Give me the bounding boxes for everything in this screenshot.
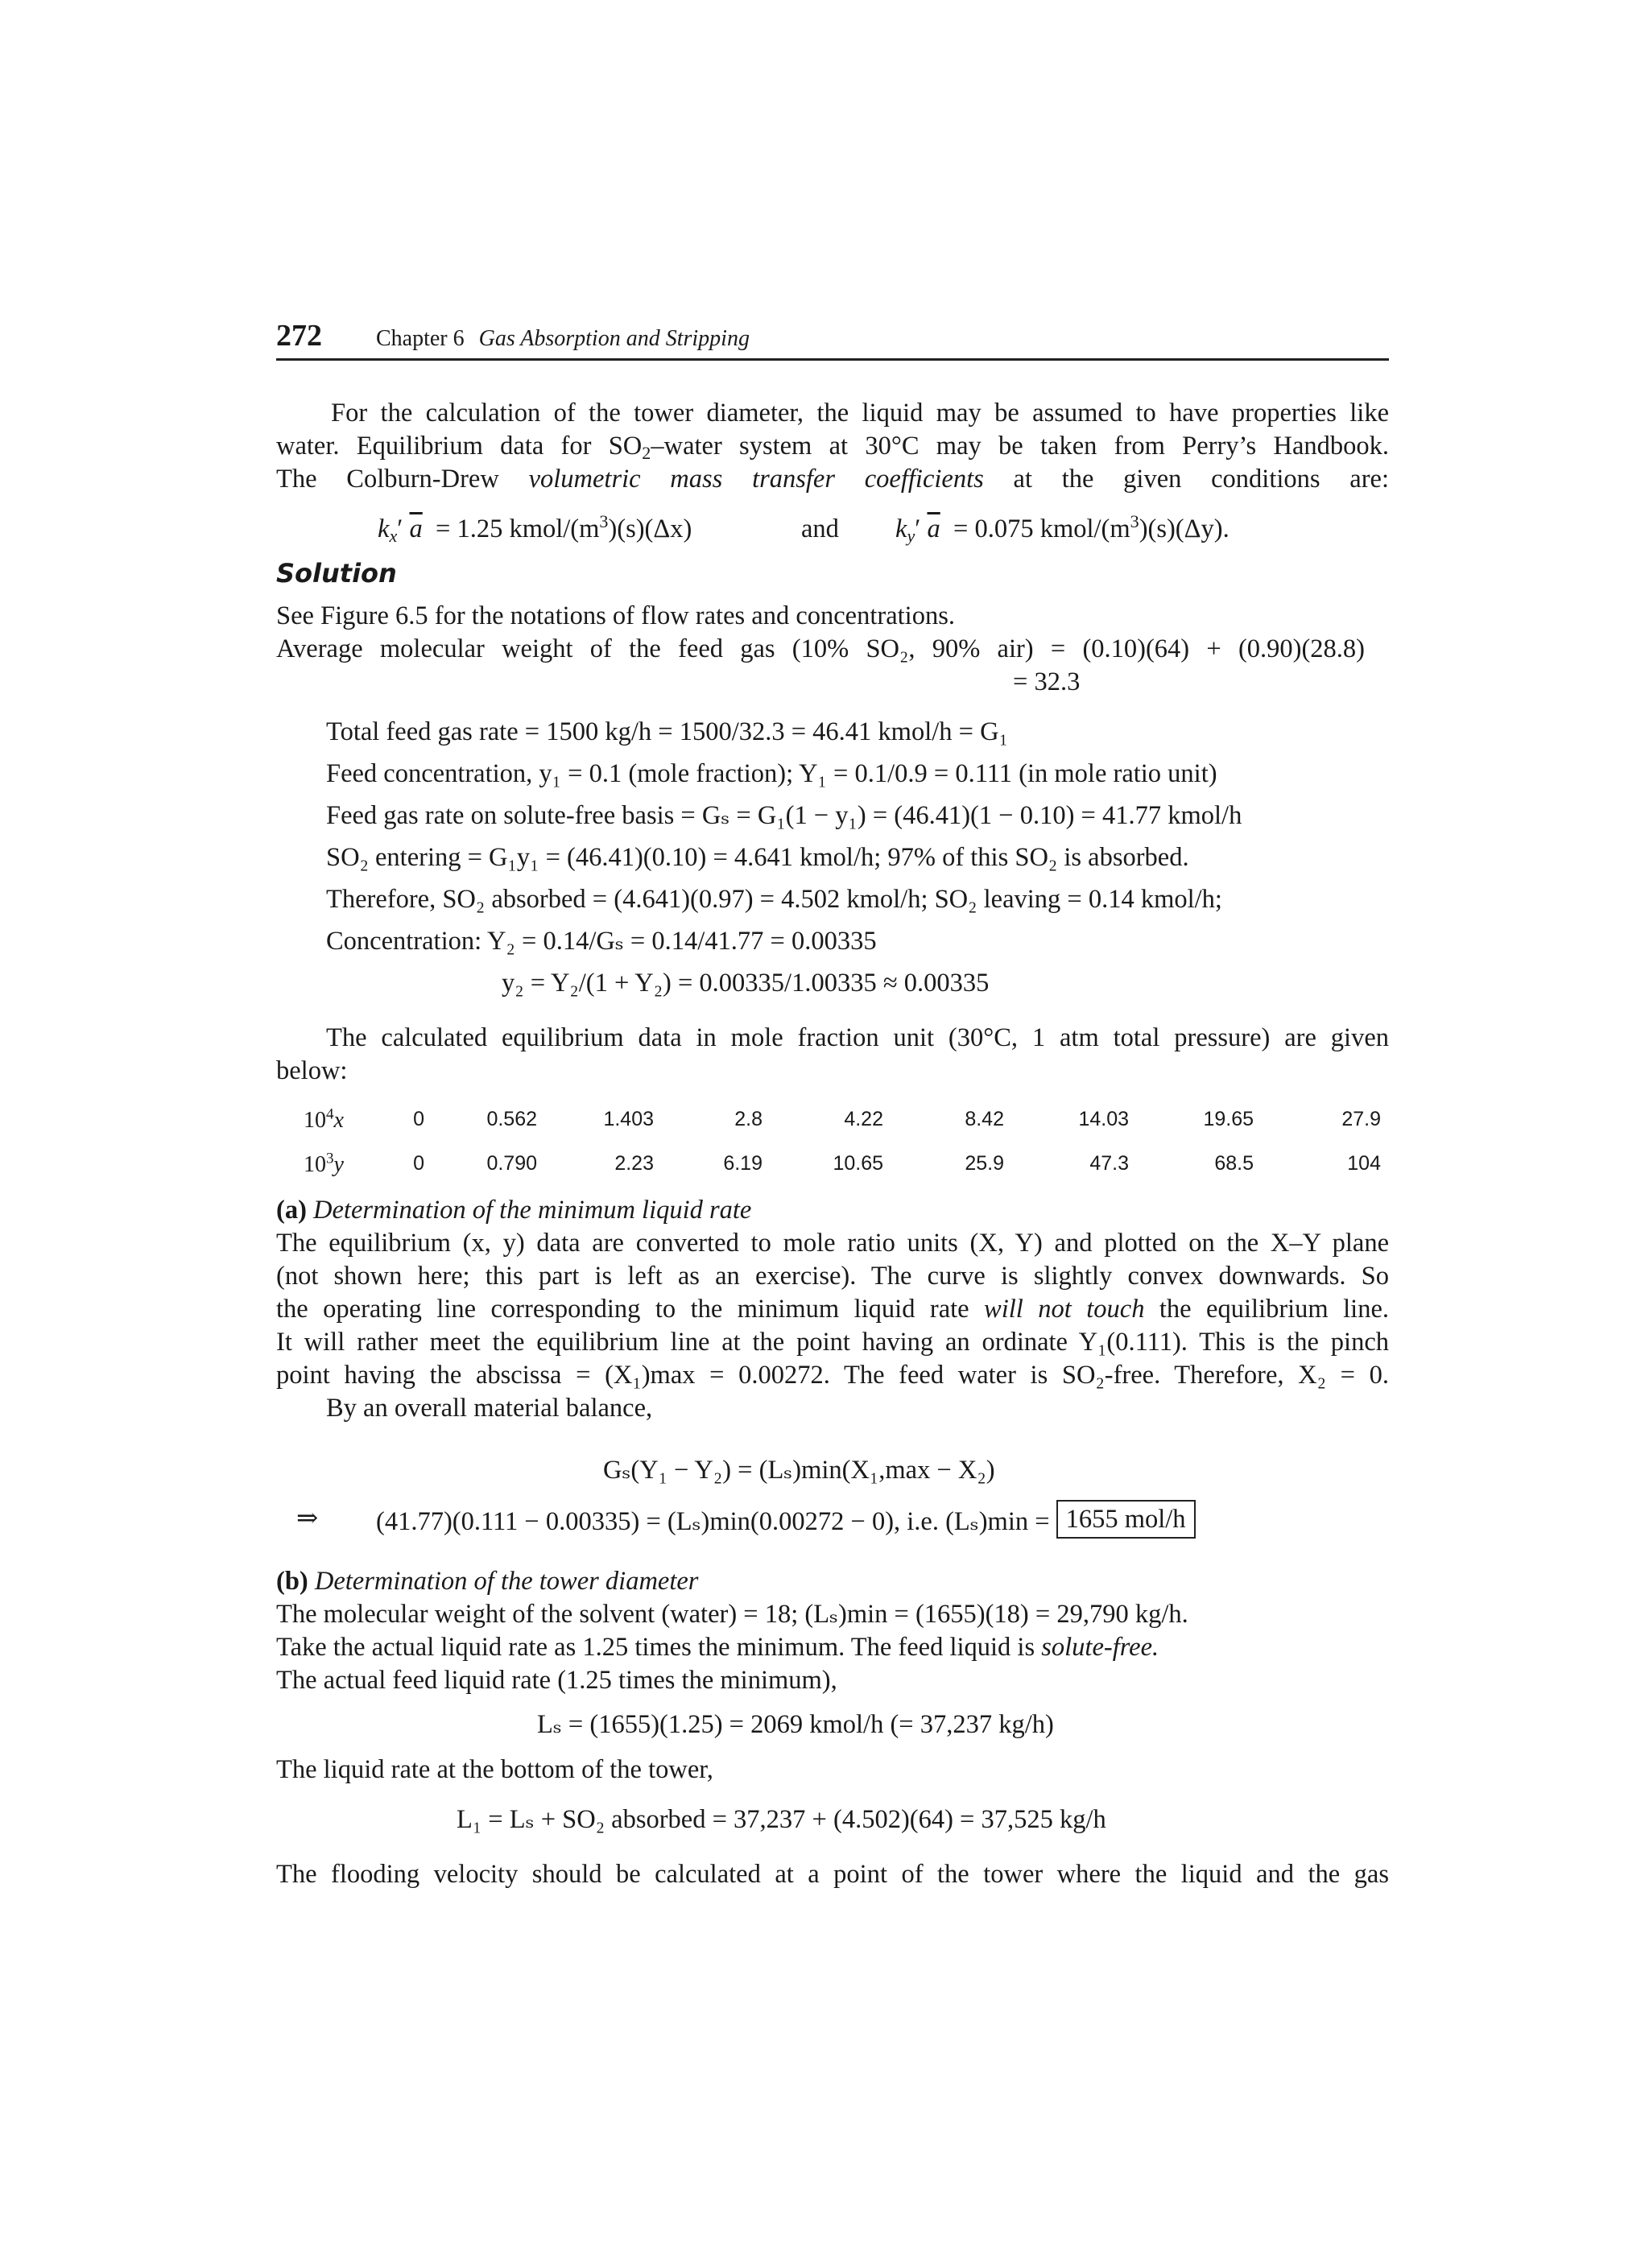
bottom-liquid-rate-equation: L₁ = Lₛ + SO₂ absorbed = 37,237 + (4.502)(64) = 37,525 kg/h [457,1805,1106,1834]
part-a-line-5: point having the abscissa = (X₁)max = 0.00272. The feed water is SO₂-free. Therefore, X₂ = 0. [276,1361,1389,1390]
table-cell: 25.9 [965,1152,1004,1175]
liquid-rate-equation: Lₛ = (1655)(1.25) = 2069 kmol/h (= 37,237 kg/h) [537,1710,1054,1739]
part-b-line-5: The flooding velocity should be calculated at a point of the tower where the liquid and the gas [276,1860,1389,1889]
solution-line-2b: = 32.3 [1013,667,1081,696]
table-cell: 2.8 [734,1108,763,1130]
chapter-heading [376,326,750,352]
table-cell: 10.65 [833,1152,883,1175]
ky-coefficient: $k_y'$ $\overline{a} = 0.075$ kmol/$(m^3)(s)(\Delta y)$. [895,510,1230,547]
table-cell: 1.403 [603,1108,654,1130]
running-header [276,318,1389,361]
table-cell: 104 [1347,1152,1381,1175]
equilibrium-intro-2: below: [276,1056,348,1085]
table-row-y [304,1152,1416,1179]
part-b-line-4: The liquid rate at the bottom of the tower, [276,1755,713,1784]
part-b-heading: (b) Determination of the tower diameter [276,1567,699,1596]
answer-box: 1655 mol/h [1056,1500,1196,1539]
solution-line-1: See Figure 6.5 for the notations of flow rates and concentrations. [276,601,955,630]
table-row-x [304,1105,1416,1135]
implies-symbol: ⇒ [296,1504,319,1533]
chapter-label: Chapter 6 [376,326,465,351]
table-cell: 27.9 [1341,1108,1381,1130]
calc-line-5: Therefore, SO₂ absorbed = (4.641)(0.97) = 4.502 kmol/h; SO₂ leaving = 0.14 kmol/h; [326,885,1222,914]
table-cell: 8.42 [965,1108,1004,1130]
equilibrium-intro-1: The calculated equilibrium data in mole fraction unit (30°C, 1 atm total pressure) are given [326,1023,1389,1052]
row-label-y: $10^3y$ [304,1150,344,1177]
part-a-line-2: (not shown here; this part is left as an exercise). The curve is slightly convex downwards. So [276,1262,1389,1291]
chapter-title: Gas Absorption and Stripping [478,326,750,351]
part-b-line-1: The molecular weight of the solvent (water) = 18; (Lₛ)min = (1655)(18) = 29,790 kg/h. [276,1600,1188,1629]
table-cell: 2.23 [614,1152,654,1175]
table-cell: 14.03 [1078,1108,1129,1130]
problem-line-1: For the calculation of the tower diameter, the liquid may be assumed to have properties like [331,399,1389,428]
part-a-line-3: the operating line corresponding to the minimum liquid rate will not touch the equilibrium line. [276,1295,1390,1324]
problem-line-2: water. Equilibrium data for $SO_2$–water system at 30°C may be taken from Perry’s Handbook. [276,432,1390,464]
part-b-line-2: Take the actual liquid rate as 1.25 times the minimum. The feed liquid is solute-free. [276,1633,1159,1662]
calc-line-4: SO₂ entering = G₁y₁ = (46.41)(0.10) = 4.641 kmol/h; 97% of this SO₂ is absorbed. [326,843,1189,872]
calc-line-6: Concentration: Y₂ = 0.14/Gₛ = 0.14/41.77 = 0.00335 [326,927,877,956]
material-balance-equation: Gₛ(Y₁ − Y₂) = (Lₛ)min(X₁,max − X₂) [603,1456,995,1485]
table-cell: 47.3 [1089,1152,1129,1175]
part-a-line-6: By an overall material balance, [326,1394,653,1423]
solution-line-2: Average molecular weight of the feed gas (10% SO₂, 90% air) = (0.10)(64) + (0.90)(28.8) [276,634,1365,663]
table-cell: 0 [413,1108,424,1130]
table-cell: 0.562 [486,1108,537,1130]
and-text: and [801,514,839,543]
calc-line-2: Feed concentration, y₁ = 0.1 (mole fraction); Y₁ = 0.1/0.9 = 0.111 (in mole ratio unit) [326,759,1217,788]
row-label-x: $10^4x$ [304,1105,344,1133]
part-a-line-1: The equilibrium (x, y) data are converted to mole ratio units (X, Y) and plotted on the X–Y plane [276,1229,1389,1258]
calc-line-7: y₂ = Y₂/(1 + Y₂) = 0.00335/1.00335 ≈ 0.00335 [502,969,990,998]
minimum-rate-equation: (41.77)(0.111 − 0.00335) = (Lₛ)min(0.00272 − 0), i.e. (Lₛ)min = 1655 mol/h [376,1502,1196,1541]
table-cell: 4.22 [844,1108,883,1130]
table-cell: 0 [413,1152,424,1175]
part-a-line-4: It will rather meet the equilibrium line at the point having an ordinate Y₁(0.111). This is the pinch [276,1328,1389,1357]
page-number: 272 [276,319,322,353]
table-cell: 19.65 [1203,1108,1254,1130]
part-a-heading: (a) Determination of the minimum liquid rate [276,1196,752,1225]
table-cell: 6.19 [723,1152,763,1175]
calc-line-3: Feed gas rate on solute-free basis = Gₛ = G₁(1 − y₁) = (46.41)(1 − 0.10) = 41.77 kmol/h [326,801,1242,830]
part-b-line-3: The actual feed liquid rate (1.25 times the minimum), [276,1666,837,1695]
calc-line-1: Total feed gas rate = 1500 kg/h = 1500/32.3 = 46.41 kmol/h = G₁ [326,717,1008,746]
table-cell: 68.5 [1214,1152,1254,1175]
table-cell: 0.790 [486,1152,537,1175]
kx-coefficient: $k_x'$ $\overline{a} = 1.25$ kmol/$(m^3)(s)(\Delta x)$ [378,510,692,547]
problem-line-3: The Colburn-Drew volumetric mass transfer coefficients at the given conditions are: [276,465,1390,494]
solution-heading: Solution [276,558,397,589]
